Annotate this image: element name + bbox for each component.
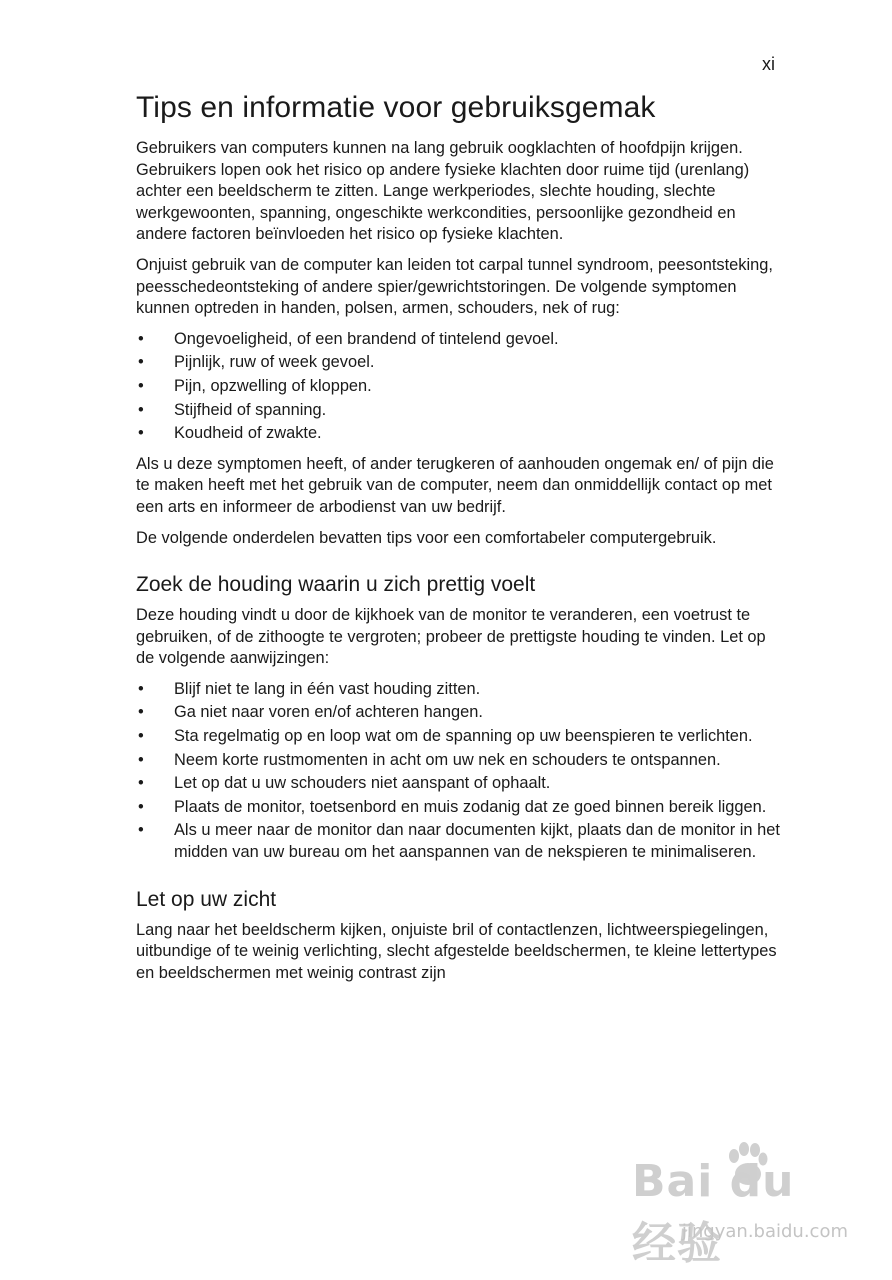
watermark-url: jingyan.baidu.com [681,1221,848,1242]
list-item: • Blijf niet te lang in één vast houding zitten. [136,679,780,701]
bullet-icon: • [138,774,144,793]
posture-paragraph: Deze houding vindt u door de kijkhoek van de monitor te veranderen, een voetrust te gebruiken, of de zithoogte te vergroten; probeer de prettigste houding te vinden. Let op de volgende aanwijzingen: [136,606,766,668]
list-item: • Stijfheid of spanning. [136,400,780,422]
watermark-logo: Bai du 经验 [632,1156,795,1269]
bullet-icon: • [138,679,144,698]
list-item: • Koudheid of zwakte. [136,423,780,445]
list-item: • Let op dat u uw schouders niet aanspant of ophaalt. [136,773,780,795]
vision-paragraph: Lang naar het beeldscherm kijken, onjuiste bril of contactlenzen, lichtweerspiegelingen, uitbundige of te weinig verlichting, slecht afgestelde beeldschermen, te kleine lettertypes en beeldschermen met weinig contrast zijn [136,920,777,982]
intro-paragraph-2: Onjuist gebruik van de computer kan leiden tot carpal tunnel syndroom, peesontsteking, peesschedeontsteking of andere spier/gewrichtstoringen. De volgende symptomen kunnen optreden in handen, polsen, armen, schouders, nek of rug: [136,255,773,318]
intro-paragraph-1: Gebruikers van computers kunnen na lang gebruik oogklachten of hoofdpijn krijgen. Gebruikers lopen ook het risico op andere fysieke klachten door ruime tijd (urenlang) achter een beeldscherm te zitten. Lange werkperiodes, slechte houding, slechte werkgewoonten, spanning, ongeschikte werkcondities, persoonlijke gezondheid en andere factoren beïnvloeden het risico op fysieke klachten. [136,139,750,244]
bullet-icon: • [138,400,144,419]
bullet-icon: • [138,727,144,746]
list-item: • Pijn, opzwelling of kloppen. [136,376,780,398]
list-item: • Pijnlijk, ruw of week gevoel. [136,352,780,374]
symptoms-list [136,329,780,445]
list-item: • Sta regelmatig op en loop wat om de spanning op uw beenspieren te verlichten. [136,726,780,748]
intro-paragraph-3: Als u deze symptomen heeft, of ander terugkeren of aanhouden ongemak en/ of pijn die te maken heeft met het gebruik van de computer, neem dan onmiddellijk contact op met een arts en informeer de arbodienst van uw bedrijf. [136,454,774,516]
bullet-icon: • [138,329,144,348]
list-item: • Neem korte rustmomenten in acht om uw nek en schouders te ontspannen. [136,750,780,772]
bullet-icon: • [138,353,144,372]
bullet-icon: • [138,821,144,840]
baidu-watermark [632,1142,852,1269]
section-heading-vision: Let op uw zicht [136,887,277,911]
bullet-icon: • [138,424,144,443]
list-item: • Ongevoeligheid, of een brandend of tintelend gevoel. [136,329,780,351]
bullet-icon: • [138,376,144,395]
posture-list [136,679,780,864]
page-number: xi [762,54,775,74]
bullet-icon: • [138,797,144,816]
page-title: Tips en informatie voor gebruiksgemak [136,91,656,124]
list-item: • Ga niet naar voren en/of achteren hangen. [136,702,780,724]
intro-paragraph-4: De volgende onderdelen bevatten tips voor een comfortabeler computergebruik. [136,528,717,547]
list-item: • Als u meer naar de monitor dan naar documenten kijkt, plaats dan de monitor in het midden van uw bureau om het aanspannen van de nekspieren te minimaliseren. [138,821,780,862]
document-body [136,82,780,993]
bullet-icon: • [138,703,144,722]
bullet-icon: • [138,750,144,769]
section-heading-posture: Zoek de houding waarin u zich prettig voelt [136,573,536,597]
list-item: • Plaats de monitor, toetsenbord en muis zodanig dat ze goed binnen bereik liggen. [136,797,780,819]
